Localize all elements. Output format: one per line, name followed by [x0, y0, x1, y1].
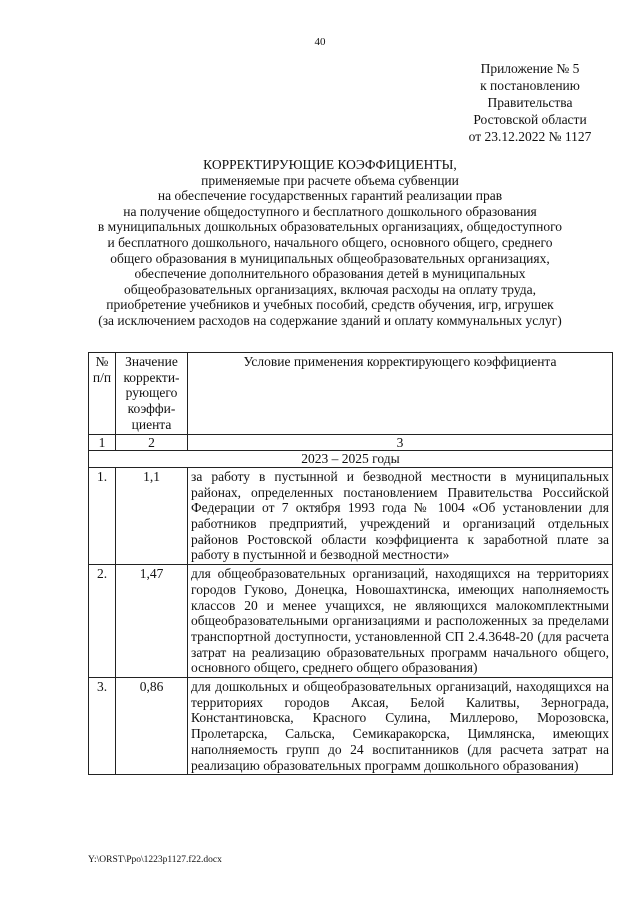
row-condition: для дошкольных и общеобразовательных организаций, находящихся на территориях городов Аксая, Белой Калитвы, Зернограда, Константиновска, Красного Сулина, Миллерово, Морозовска, Пролетарска, Сальска, Семикаракорска, Цимлянска, имеющих наполняемость групп до 24 воспитанников (для расчета затрат на реализацию образовательных программ дошкольного образования) — [188, 678, 613, 775]
title-line: и бесплатного дошкольного, начального общего, основного общего, среднего — [107, 234, 553, 250]
appendix-note — [430, 60, 630, 145]
title-line: в муниципальных дошкольных образовательных организациях, общедоступного — [97, 219, 563, 235]
file-path-footer: Y:\ORST\Ppo\1223p1127.f22.docx — [88, 855, 222, 865]
row-num: 2. — [89, 565, 116, 678]
appendix-line: Правительства — [487, 95, 573, 110]
title-line: приобретение учебников и учебных пособий, средств обучения, игр, игрушек — [106, 297, 554, 313]
column-index: 3 — [188, 434, 613, 451]
column-index-row — [89, 434, 613, 451]
title-line: на обеспечение государственных гарантий реализации прав — [157, 188, 503, 204]
table-header-row — [89, 353, 613, 435]
title-heading: КОРРЕКТИРУЮЩИЕ КОЭФФИЦИЕНТЫ, — [203, 157, 457, 172]
title-line: на получение общедоступного и бесплатного дошкольного образования — [123, 203, 537, 219]
header-num: № п/п — [89, 353, 116, 435]
title-line: обеспечение дополнительного образования детей в муниципальных — [134, 266, 526, 282]
period-label: 2023 – 2025 годы — [89, 451, 613, 468]
column-index: 2 — [116, 434, 188, 451]
period-row — [89, 451, 613, 468]
row-num: 1. — [89, 467, 116, 564]
table-row — [89, 678, 613, 775]
table-row — [89, 565, 613, 678]
row-value: 1,1 — [116, 467, 188, 564]
title-line: общеобразовательных организациях, включая расходы на оплату труда, — [123, 281, 536, 297]
row-value: 0,86 — [116, 678, 188, 775]
column-index: 1 — [89, 434, 116, 451]
appendix-line: Ростовской области — [473, 112, 587, 127]
title-line: общего образования в муниципальных общеобразовательных организациях, — [110, 250, 550, 266]
appendix-line: к постановлению — [480, 78, 580, 93]
table-row — [89, 467, 613, 564]
coefficients-table — [88, 352, 613, 775]
appendix-line: Приложение № 5 — [480, 61, 580, 76]
header-condition: Условие применения корректирующего коэффициента — [188, 353, 613, 435]
header-value: Значение корректи-рующего коэффи-циента — [116, 353, 188, 435]
title-line: применяемые при расчете объема субвенции — [201, 172, 459, 188]
row-condition: за работу в пустынной и безводной местности в муниципальных районах, определенных постановлением Правительства Российской Федерации от 7 октября 1993 года № 1004 «Об установлении для работников предприятий, учреждений и организаций отдельных районов Ростовской области коэффициента к заработной плате за работу в пустынной и безводной местности» — [188, 467, 613, 564]
page-number: 40 — [314, 36, 326, 48]
row-condition: для общеобразовательных организаций, находящихся на территориях городов Гуково, Донецка, Новошахтинска, имеющих наполняемость классов 20 и менее учащихся, не являющихся малокомплектными общеобразовательными организациями и расположенных за пределами транспортной доступности, установленной СП 2.4.3648-20 (для расчета затрат на реализацию образовательных программ начального общего, основного общего, среднего общего образования) — [188, 565, 613, 678]
row-num: 3. — [89, 678, 116, 775]
title-line: (за исключением расходов на содержание зданий и оплату коммунальных услуг) — [98, 312, 562, 328]
document-title — [60, 157, 600, 329]
appendix-line: от 23.12.2022 № 1127 — [468, 129, 592, 144]
row-value: 1,47 — [116, 565, 188, 678]
